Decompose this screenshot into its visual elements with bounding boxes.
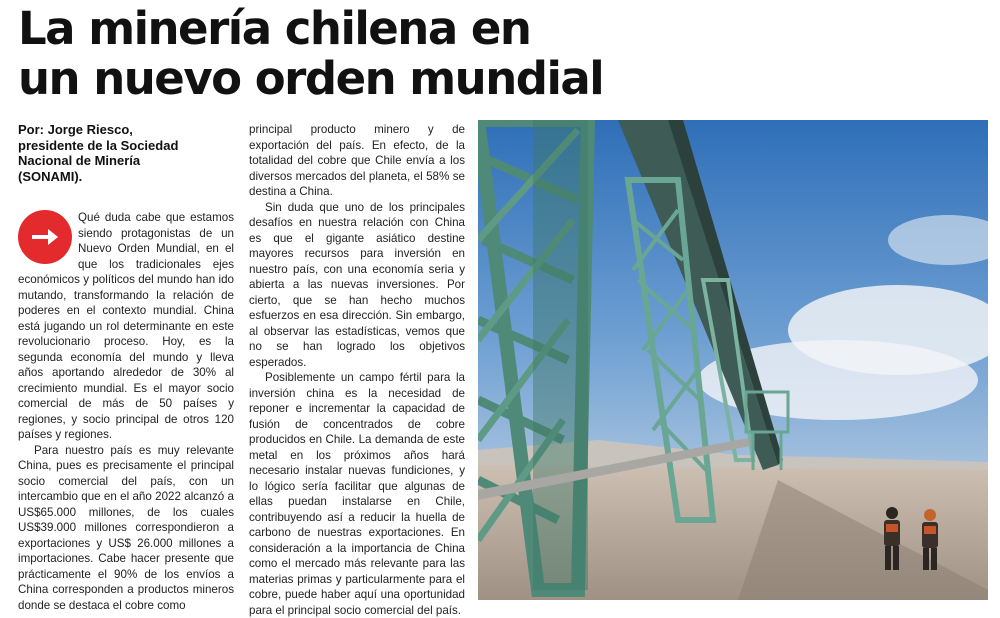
article-photo-conveyor bbox=[478, 120, 988, 600]
byline-line-1: Por: Jorge Riesco, bbox=[18, 122, 133, 137]
byline-line-4: (SONAMI). bbox=[18, 168, 83, 184]
paragraph-4: Sin duda que uno de los principales desafíos en nuestra relación con China es que el gigante asiático destine mayores recursos para inversión en nuestro país, con una economía seria y abierta a las nuevas inversiones. Por cierto, que se han hecho muchos esfuerzos en esa dirección. Sin embargo, al observar las estadísticas, vemos que no se han logrado los objetivos esperados. bbox=[249, 200, 465, 369]
headline-line-1: La minería chilena en bbox=[18, 2, 531, 55]
article-column-1 bbox=[18, 122, 234, 613]
paragraph-5: Posiblemente un campo fértil para la inversión china es la necesidad de reponer e incrementar la capacidad de fusión de concentrados de cobre producidos en Chile. La demanda de este metal en los próximos años hará necesario instalar nuevas fundiciones, y lo lógico sería facilitar que algunas de ellas puedan instalarse en Chile, contribuyendo así a reducir la huella de carbono de nuestras exportaciones. En consideración a la importancia de China como el mercado más relevante para las materias primas y particularmente para el cobre, puede haber aquí una oportunidad para el principal socio comercial del país. bbox=[249, 371, 465, 617]
byline-line-2: presidente de la Sociedad bbox=[18, 137, 179, 153]
paragraph-2: Para nuestro país es muy relevante China, pues es precisamente el principal socio comercial del país, con un intercambio que en el año 2022 alcanzó a US$65.000 millones, de los cuales US$39.000 millones correspondieron a exportaciones y US$ 26.000 millones a importaciones. Cabe hacer presente que prácticamente el 90% de los envíos a China corresponden a productos mineros donde se destaca el cobre como bbox=[18, 443, 234, 612]
article-byline bbox=[18, 122, 234, 184]
arrow-right-icon bbox=[18, 210, 72, 264]
headline-line-2: un nuevo orden mundial bbox=[18, 52, 604, 105]
byline-line-3: Nacional de Minería bbox=[18, 153, 141, 168]
article-headline bbox=[18, 4, 718, 104]
paragraph-1: Qué duda cabe que estamos siendo protagonistas de un Nuevo Orden Mundial, en el que los tradicionales ejes económicos y políticos del mundo han ido mutando, transformando la relación de poderes en el contexto mundial. China está jugando un rol determinante en este revolucionario proceso. Hoy, es la segunda economía del mundo y lleva años aportando alrededor de 30% al crecimiento mundial. Es el mayor socio comercial de más de 50 países y regiones, y socio principal de otros 120 países y regiones. bbox=[18, 211, 234, 441]
article-column-2 bbox=[249, 122, 465, 618]
lead-paragraph-block bbox=[18, 210, 234, 443]
paragraph-3: principal producto minero y de exportación del país. En efecto, de la totalidad del cobre que Chile envía a los diversos mercados del planeta, el 58% se destina a China. bbox=[249, 123, 465, 198]
